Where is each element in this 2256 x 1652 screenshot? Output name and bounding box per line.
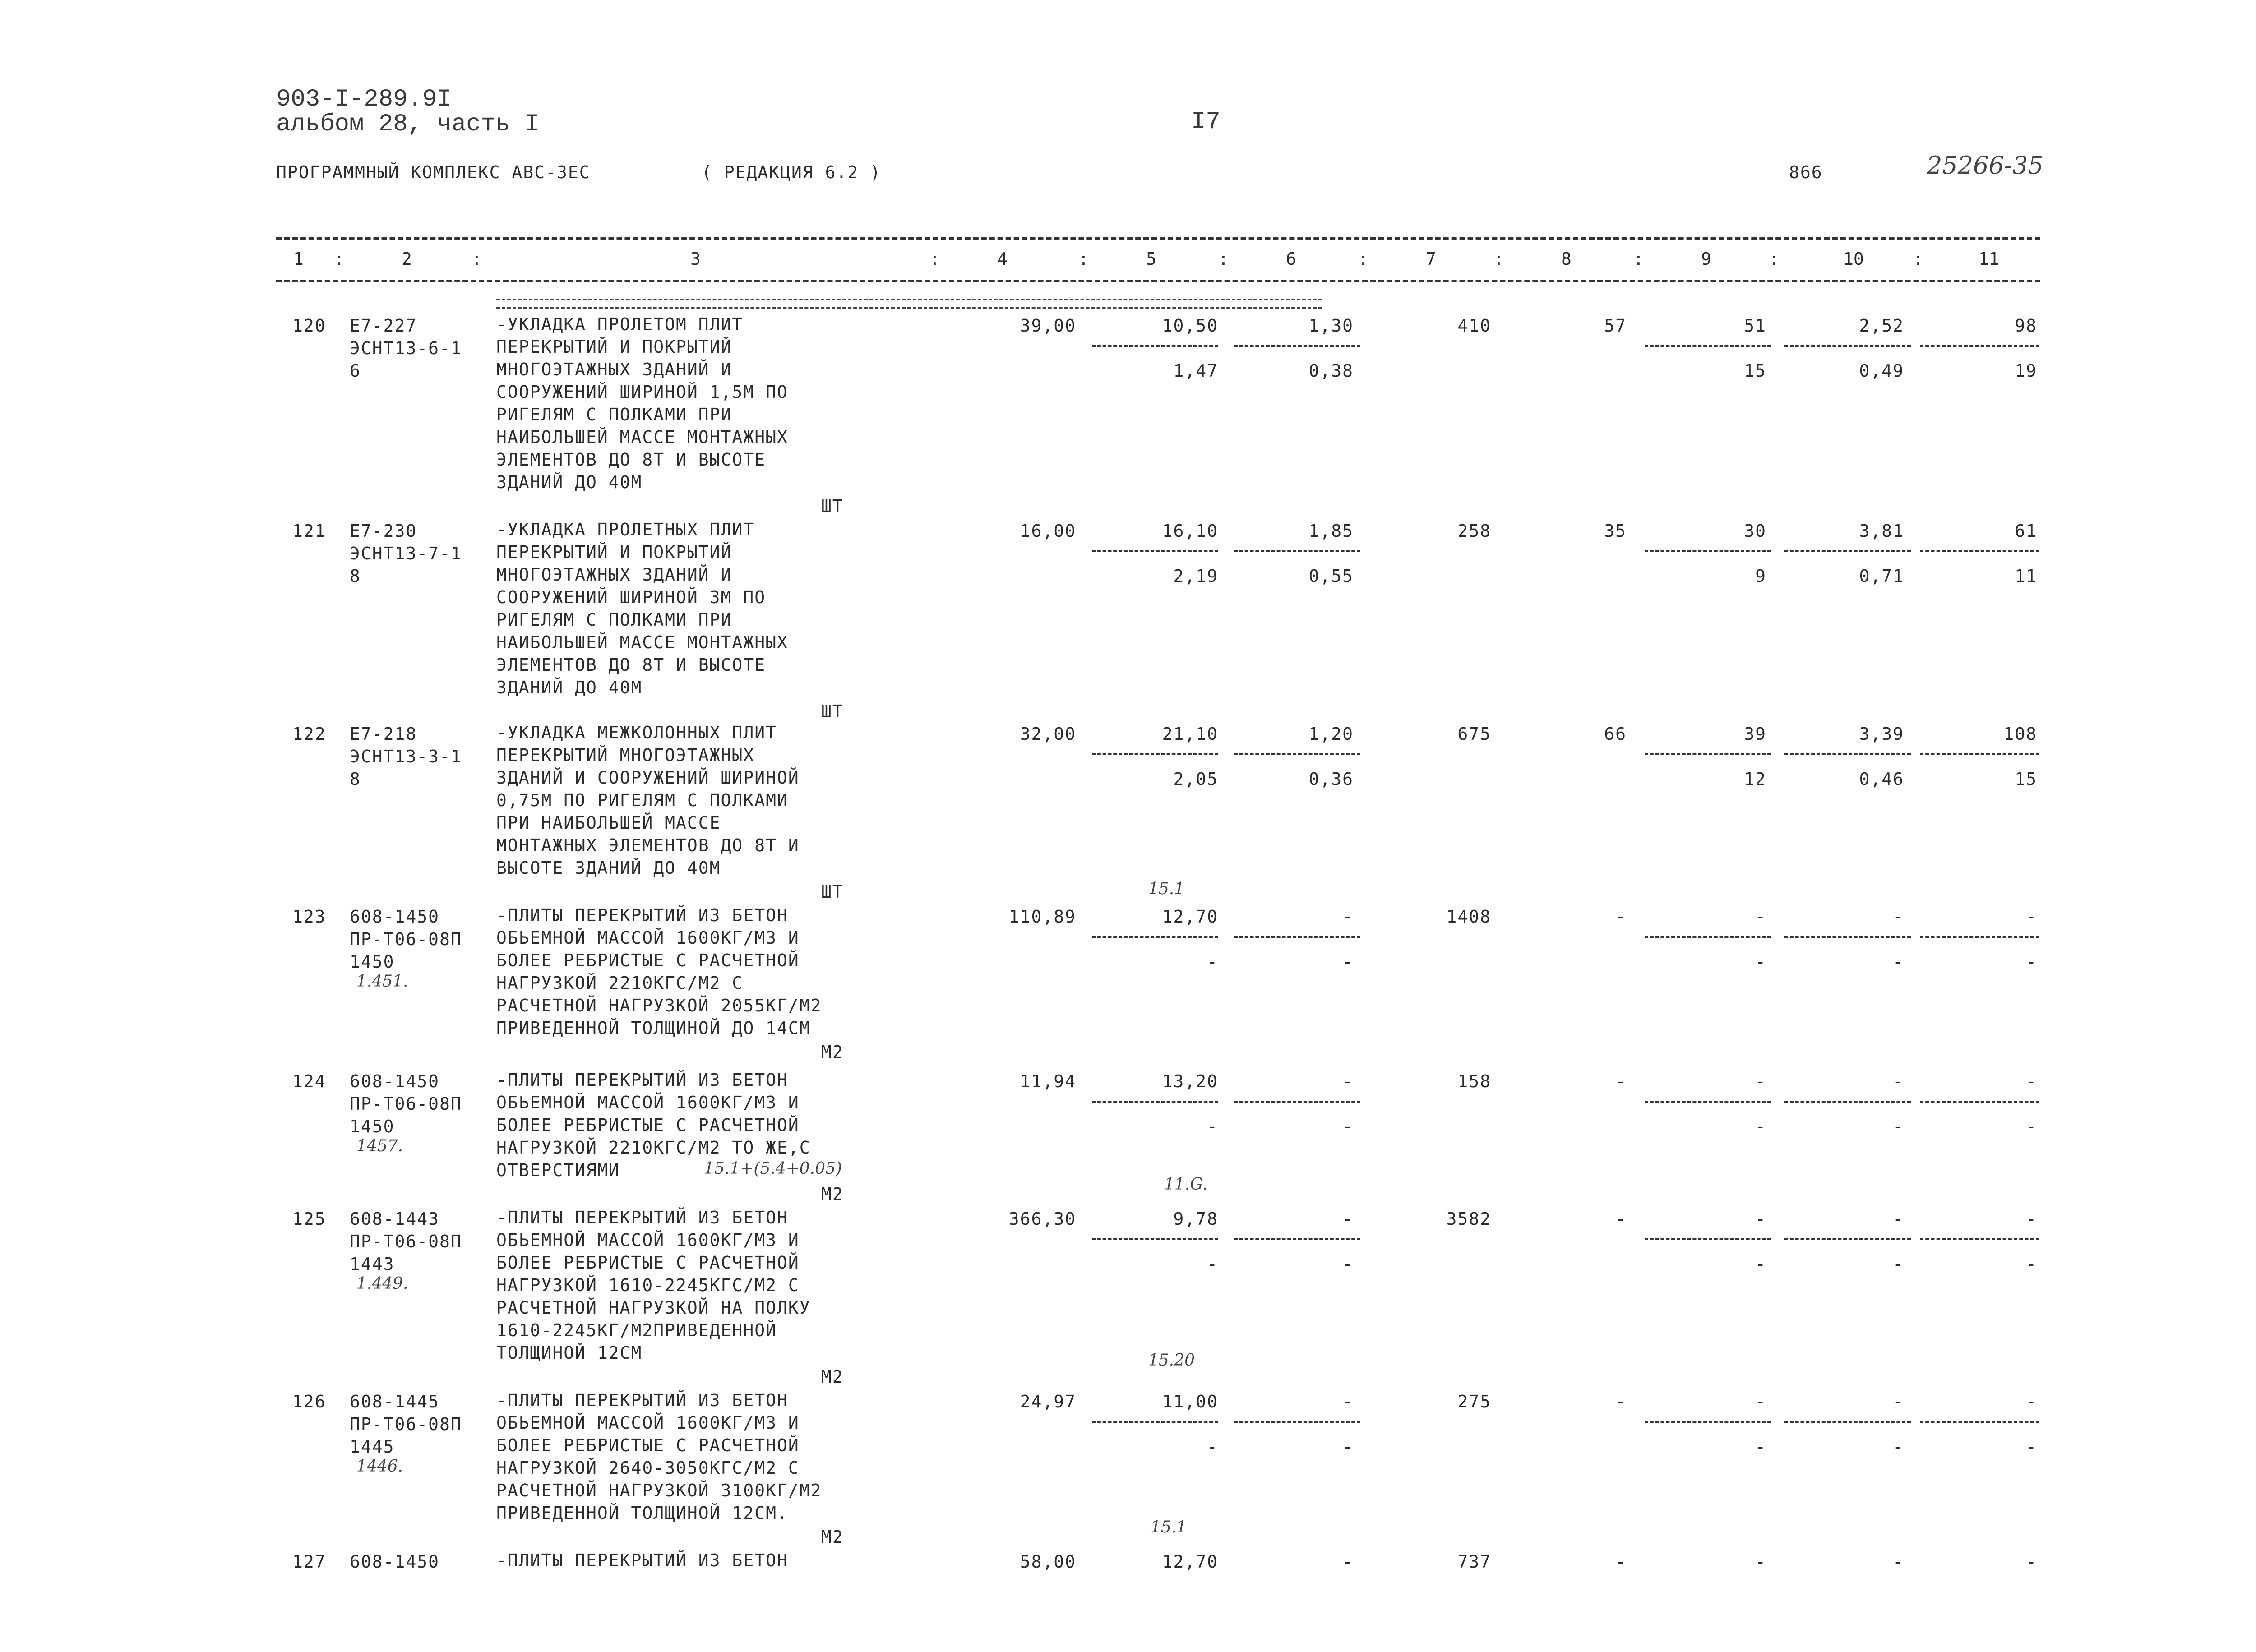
- value-c8: 57: [1604, 316, 1627, 336]
- value-c8: -: [1615, 907, 1627, 927]
- column-separator: :: [472, 249, 482, 269]
- row-number: 125: [292, 1209, 326, 1229]
- handwritten-note: 15.20: [1148, 1351, 1195, 1370]
- value-c10b: -: [1893, 952, 1904, 972]
- value-c9: 30: [1744, 521, 1766, 541]
- value-c11b: 11: [2015, 566, 2037, 586]
- price-code: 608-1450: [350, 1552, 440, 1572]
- sub-reference: 1445: [350, 1437, 395, 1457]
- value-c6: 1,85: [1308, 521, 1354, 541]
- value-c7: 737: [1457, 1552, 1491, 1572]
- subtotal-rule: [1920, 1101, 2039, 1103]
- price-code: Е7-230: [350, 521, 417, 541]
- column-separator: :: [1218, 249, 1229, 269]
- value-c6b: -: [1342, 1254, 1354, 1274]
- value-c5: 13,20: [1162, 1071, 1218, 1091]
- value-c10b: 0,49: [1859, 361, 1904, 381]
- album-part: альбом 28, часть I: [276, 111, 540, 138]
- handwritten-note: 15.1: [1151, 1518, 1187, 1537]
- sub-reference: 8: [350, 566, 361, 586]
- work-description: -ПЛИТЫ ПЕРЕКРЫТИЙ ИЗ БЕТОН ОБЬЕМНОЙ МАССОЙ 1600КГ/М3 И БОЛЕЕ РЕБРИСТЫЕ С РАСЧЕТНОЙ НАГРУЗКОЙ 2210КГС/М2 ТО ЖЕ,С ОТВЕРСТИЯМИ: [496, 1070, 811, 1180]
- column-number: 1: [293, 249, 304, 269]
- value-c4: 58,00: [1020, 1552, 1076, 1572]
- subtotal-rule: [1920, 345, 2039, 347]
- subtotal-rule: [1234, 753, 1360, 755]
- unit-of-measure: М2: [821, 1527, 844, 1547]
- value-c6: 1,30: [1308, 316, 1354, 336]
- subtotal-rule: [1234, 1421, 1360, 1423]
- subtotal-rule: [1784, 1101, 1911, 1103]
- subtotal-rule: [1092, 345, 1218, 347]
- value-c6b: -: [1342, 952, 1354, 972]
- column-separator: :: [334, 249, 344, 269]
- value-c9b: -: [1755, 1117, 1766, 1136]
- work-description: -ПЛИТЫ ПЕРЕКРЫТИЙ ИЗ БЕТОН ОБЬЕМНОЙ МАССОЙ 1600КГ/М3 И БОЛЕЕ РЕБРИСТЫЕ С РАСЧЕТНОЙ НАГРУЗКОЙ 1610-2245КГС/М2 С РАСЧЕТНОЙ НАГРУЗКОЙ НА ПОЛКУ 1610-2245КГ/М2ПРИВЕДЕННОЙ ТОЛЩИНОЙ 12СМ: [496, 1208, 811, 1363]
- value-c7: 275: [1457, 1392, 1491, 1412]
- value-c6: -: [1342, 907, 1354, 927]
- unit-of-measure: ШТ: [821, 701, 844, 721]
- price-code: 608-1450: [350, 907, 440, 927]
- value-c7: 258: [1457, 521, 1491, 541]
- value-c4: 11,94: [1020, 1071, 1076, 1091]
- value-c11b: 19: [2015, 361, 2037, 381]
- value-c9: -: [1755, 1392, 1766, 1412]
- subtotal-rule: [1784, 1238, 1911, 1240]
- program-title: ПРОГРАММНЫЙ КОМПЛЕКС АВС-3ЕС: [276, 162, 591, 182]
- value-c6: -: [1342, 1552, 1354, 1572]
- column-separator: :: [1078, 249, 1089, 269]
- row-number: 121: [292, 521, 326, 541]
- value-c11: -: [2026, 1552, 2037, 1572]
- column-number: 4: [997, 249, 1008, 269]
- value-c9: -: [1755, 1209, 1766, 1229]
- value-c10b: -: [1893, 1254, 1904, 1274]
- value-c10b: -: [1893, 1437, 1904, 1457]
- value-c5b: -: [1207, 1117, 1218, 1136]
- sub-reference: 1450: [350, 1117, 395, 1136]
- value-c9b: 15: [1744, 361, 1766, 381]
- handwritten-note: 1.449.: [356, 1274, 408, 1293]
- value-c10: 3,39: [1859, 724, 1904, 744]
- unit-of-measure: М2: [821, 1184, 844, 1204]
- value-c4: 24,97: [1020, 1392, 1076, 1412]
- value-c5b: -: [1207, 1254, 1218, 1274]
- handwritten-note: 11.G.: [1164, 1175, 1208, 1194]
- row-number: 124: [292, 1071, 326, 1091]
- value-c10: -: [1893, 1392, 1904, 1412]
- value-c5b: 2,19: [1173, 566, 1218, 586]
- value-c6b: -: [1342, 1437, 1354, 1457]
- value-c9: -: [1755, 907, 1766, 927]
- value-c7: 675: [1457, 724, 1491, 744]
- sub-reference: 1450: [350, 952, 395, 972]
- subtotal-rule: [1092, 753, 1218, 755]
- document-id: 25266-35: [1927, 151, 2043, 180]
- column-number: 3: [690, 249, 701, 269]
- base-reference: ЭСНТ13-6-1: [350, 338, 462, 358]
- column-number: 11: [1979, 249, 1999, 269]
- subtotal-rule: [1645, 936, 1771, 938]
- handwritten-note: 1.451.: [356, 972, 408, 991]
- column-number: 5: [1146, 249, 1156, 269]
- code-866: 866: [1789, 162, 1823, 182]
- subtotal-rule: [1092, 550, 1218, 552]
- column-number: 9: [1701, 249, 1711, 269]
- row-number: 123: [292, 907, 326, 927]
- subtotal-rule: [1645, 1421, 1771, 1423]
- column-separator: :: [1913, 249, 1923, 269]
- subtotal-rule: [1784, 550, 1911, 552]
- subtotal-rule: [1092, 936, 1218, 938]
- value-c7: 410: [1457, 316, 1491, 336]
- value-c5b: -: [1207, 1437, 1218, 1457]
- subtotal-rule: [1920, 1238, 2039, 1240]
- value-c7: 1408: [1446, 907, 1491, 927]
- base-reference: ПР-Т06-08П: [350, 1414, 462, 1434]
- subtotal-rule: [1092, 1421, 1218, 1423]
- sub-reference: 6: [350, 361, 361, 381]
- value-c4: 16,00: [1020, 521, 1076, 541]
- column-number: 2: [402, 249, 412, 269]
- column-separator: :: [929, 249, 940, 269]
- work-description: -УКЛАДКА МЕЖКОЛОННЫХ ПЛИТ ПЕРЕКРЫТИЙ МНОГОЭТАЖНЫХ ЗДАНИЙ И СООРУЖЕНИЙ ШИРИНОЙ 0,75М ПО РИГЕЛЯМ С ПОЛКАМИ ПРИ НАИБОЛЬШЕЙ МАССЕ МОНТАЖНЫХ ЭЛЕМЕНТОВ ДО 8Т И ВЫСОТЕ ЗДАНИЙ ДО 40М: [496, 723, 800, 878]
- handwritten-note: 15.1+(5.4+0.05): [704, 1159, 842, 1178]
- row-number: 120: [292, 316, 326, 336]
- subtotal-rule: [1645, 753, 1771, 755]
- unit-of-measure: М2: [821, 1367, 844, 1387]
- value-c8: -: [1615, 1071, 1627, 1091]
- value-c11b: -: [2026, 1437, 2037, 1457]
- value-c11: -: [2026, 1209, 2037, 1229]
- column-number: 7: [1426, 249, 1436, 269]
- value-c5: 9,78: [1173, 1209, 1218, 1229]
- value-c11: -: [2026, 1392, 2037, 1412]
- value-c9b: -: [1755, 1437, 1766, 1457]
- unit-of-measure: ШТ: [821, 882, 844, 902]
- value-c8: -: [1615, 1552, 1627, 1572]
- handwritten-note: 15.1: [1148, 880, 1185, 898]
- value-c5: 16,10: [1162, 521, 1218, 541]
- value-c7: 3582: [1446, 1209, 1491, 1229]
- row-number: 127: [292, 1552, 326, 1572]
- subtotal-rule: [1092, 1238, 1218, 1240]
- price-code: Е7-218: [350, 724, 417, 744]
- row-number: 122: [292, 724, 326, 744]
- value-c9: 39: [1744, 724, 1766, 744]
- subtotal-rule: [1920, 1421, 2039, 1423]
- subtotal-rule: [1920, 936, 2039, 938]
- subtotal-rule: [1234, 936, 1360, 938]
- price-code: 608-1445: [350, 1392, 440, 1412]
- subtotal-rule: [1645, 1101, 1771, 1103]
- value-c6b: 0,36: [1308, 769, 1354, 789]
- value-c5: 21,10: [1162, 724, 1218, 744]
- column-separator: :: [1493, 249, 1504, 269]
- subtotal-rule: [1784, 936, 1911, 938]
- value-c11: 108: [2003, 724, 2037, 744]
- handwritten-note: 1446.: [356, 1457, 403, 1476]
- value-c5: 12,70: [1162, 907, 1218, 927]
- work-description: -УКЛАДКА ПРОЛЕТОМ ПЛИТ ПЕРЕКРЫТИЙ И ПОКРЫТИЙ МНОГОЭТАЖНЫХ ЗДАНИЙ И СООРУЖЕНИЙ ШИРИНОЙ 1,5М ПО РИГЕЛЯМ С ПОЛКАМИ ПРИ НАИБОЛЬШЕЙ МАССЕ МОНТАЖНЫХ ЭЛЕМЕНТОВ ДО 8Т И ВЫСОТЕ ЗДАНИЙ ДО 40М: [496, 314, 788, 492]
- value-c8: -: [1615, 1209, 1627, 1229]
- value-c5b: 2,05: [1173, 769, 1218, 789]
- value-c11b: -: [2026, 952, 2037, 972]
- column-number: 10: [1843, 249, 1864, 269]
- subtotal-rule: [1784, 753, 1911, 755]
- value-c4: 110,89: [1008, 907, 1076, 927]
- value-c4: 366,30: [1008, 1209, 1076, 1229]
- handwritten-note: 1457.: [356, 1137, 403, 1155]
- subtotal-rule: [1234, 550, 1360, 552]
- value-c11: -: [2026, 907, 2037, 927]
- subtotal-rule: [1645, 1238, 1771, 1240]
- page-number: I7: [1191, 108, 1220, 136]
- value-c5: 10,50: [1162, 316, 1218, 336]
- value-c6b: -: [1342, 1117, 1354, 1136]
- work-description: -УКЛАДКА ПРОЛЕТНЫХ ПЛИТ ПЕРЕКРЫТИЙ И ПОКРЫТИЙ МНОГОЭТАЖНЫХ ЗДАНИЙ И СООРУЖЕНИЙ ШИРИНОЙ 3М ПО РИГЕЛЯМ С ПОЛКАМИ ПРИ НАИБОЛЬШЕЙ МАССЕ МОНТАЖНЫХ ЭЛЕМЕНТОВ ДО 8Т И ВЫСОТЕ ЗДАНИЙ ДО 40М: [496, 520, 788, 697]
- base-reference: ЭСНТ13-7-1: [350, 544, 462, 563]
- value-c11b: -: [2026, 1117, 2037, 1136]
- value-c10: -: [1893, 907, 1904, 927]
- value-c10b: 0,71: [1859, 566, 1904, 586]
- unit-of-measure: М2: [821, 1042, 844, 1062]
- value-c4: 39,00: [1020, 316, 1076, 336]
- value-c9b: 12: [1744, 769, 1766, 789]
- subtotal-rule: [1234, 345, 1360, 347]
- value-c6: -: [1342, 1209, 1354, 1229]
- base-reference: ПР-Т06-08П: [350, 1094, 462, 1114]
- header-rule-bottom: [276, 280, 2040, 282]
- value-c5: 12,70: [1162, 1552, 1218, 1572]
- subtotal-rule: [1920, 753, 2039, 755]
- value-c10: 2,52: [1859, 316, 1904, 336]
- value-c8: -: [1615, 1392, 1627, 1412]
- subtotal-rule: [1920, 550, 2039, 552]
- row-number: 126: [292, 1392, 326, 1412]
- value-c5: 11,00: [1162, 1392, 1218, 1412]
- value-c9: -: [1755, 1071, 1766, 1091]
- value-c6b: 0,38: [1308, 361, 1354, 381]
- value-c9b: 9: [1755, 566, 1766, 586]
- unit-of-measure: ШТ: [821, 496, 844, 516]
- value-c6: -: [1342, 1392, 1354, 1412]
- column-number: 6: [1286, 249, 1296, 269]
- column-separator: :: [1769, 249, 1779, 269]
- value-c9b: -: [1755, 952, 1766, 972]
- value-c4: 32,00: [1020, 724, 1076, 744]
- value-c9b: -: [1755, 1254, 1766, 1274]
- value-c6: -: [1342, 1071, 1354, 1091]
- value-c11b: 15: [2015, 769, 2037, 789]
- value-c10: -: [1893, 1552, 1904, 1572]
- work-description: -ПЛИТЫ ПЕРЕКРЫТИЙ ИЗ БЕТОН ОБЬЕМНОЙ МАССОЙ 1600КГ/М3 И БОЛЕЕ РЕБРИСТЫЕ С РАСЧЕТНОЙ НАГРУЗКОЙ 2210КГС/М2 С РАСЧЕТНОЙ НАГРУЗКОЙ 2055КГ/М2 ПРИВЕДЕННОЙ ТОЛЩИНОЙ ДО 14СМ: [496, 905, 822, 1038]
- value-c10b: 0,46: [1859, 769, 1904, 789]
- edition-label: ( РЕДАКЦИЯ 6.2 ): [702, 162, 882, 182]
- sub-reference: 1443: [350, 1254, 395, 1274]
- value-c10: -: [1893, 1209, 1904, 1229]
- subtotal-rule: [1092, 1101, 1218, 1103]
- work-description: -ПЛИТЫ ПЕРЕКРЫТИЙ ИЗ БЕТОН: [496, 1550, 788, 1570]
- column-separator: :: [1633, 249, 1644, 269]
- price-code: 608-1443: [350, 1209, 440, 1229]
- value-c6: 1,20: [1308, 724, 1354, 744]
- value-c11: -: [2026, 1071, 2037, 1091]
- header-rule-top: [276, 237, 2040, 240]
- value-c8: 66: [1604, 724, 1627, 744]
- value-c6b: 0,55: [1308, 566, 1354, 586]
- sub-reference: 8: [350, 769, 361, 789]
- base-reference: ЭСНТ13-3-1: [350, 747, 462, 766]
- subtotal-rule: [1645, 550, 1771, 552]
- doc-code: 903-I-289.9I: [276, 86, 452, 113]
- value-c10b: -: [1893, 1117, 1904, 1136]
- value-c5b: 1,47: [1173, 361, 1218, 381]
- subtotal-rule: [1645, 345, 1771, 347]
- value-c7: 158: [1457, 1071, 1491, 1091]
- subtotal-rule: [1234, 1238, 1360, 1240]
- value-c9: 51: [1744, 316, 1766, 336]
- value-c11: 98: [2015, 316, 2037, 336]
- subtotal-rule: [1784, 345, 1911, 347]
- work-description: -ПЛИТЫ ПЕРЕКРЫТИЙ ИЗ БЕТОН ОБЬЕМНОЙ МАССОЙ 1600КГ/М3 И БОЛЕЕ РЕБРИСТЫЕ С РАСЧЕТНОЙ НАГРУЗКОЙ 2640-3050КГС/М2 С РАСЧЕТНОЙ НАГРУЗКОЙ 3100КГ/М2 ПРИВЕДЕННОЙ ТОЛЩИНОЙ 12СМ.: [496, 1390, 822, 1523]
- value-c8: 35: [1604, 521, 1627, 541]
- value-c11b: -: [2026, 1254, 2037, 1274]
- value-c10: -: [1893, 1071, 1904, 1091]
- column-separator: :: [1358, 249, 1368, 269]
- price-code: Е7-227: [350, 316, 417, 336]
- value-c5b: -: [1207, 952, 1218, 972]
- price-code: 608-1450: [350, 1071, 440, 1091]
- double-rule: [496, 299, 1322, 309]
- column-number: 8: [1561, 249, 1572, 269]
- value-c10: 3,81: [1859, 521, 1904, 541]
- value-c9: -: [1755, 1552, 1766, 1572]
- base-reference: ПР-Т06-08П: [350, 929, 462, 949]
- subtotal-rule: [1784, 1421, 1911, 1423]
- subtotal-rule: [1234, 1101, 1360, 1103]
- base-reference: ПР-Т06-08П: [350, 1232, 462, 1251]
- value-c11: 61: [2015, 521, 2037, 541]
